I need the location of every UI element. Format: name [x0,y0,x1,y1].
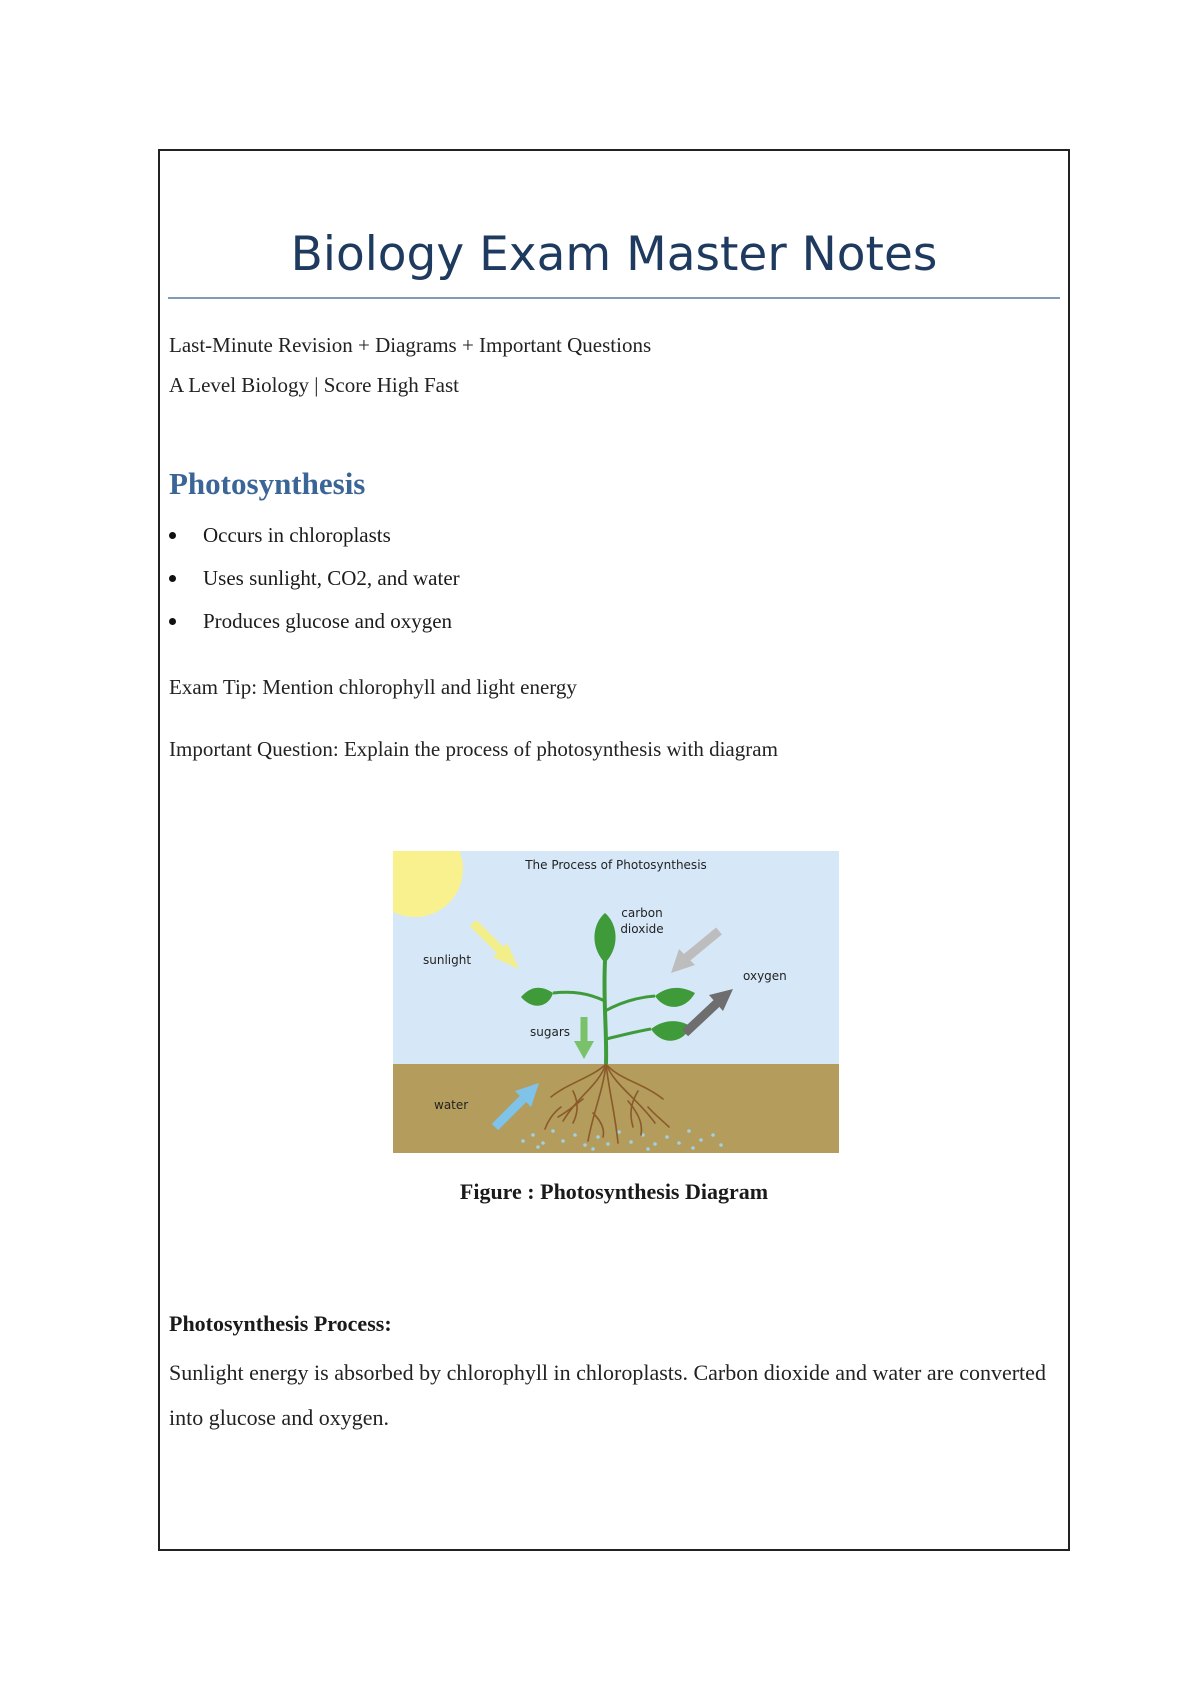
bullet-text: Occurs in chloroplasts [203,523,391,547]
label-sunlight: sunlight [423,953,472,967]
bullet-item [169,609,460,652]
label-oxygen: oxygen [743,969,787,983]
label-carbon: carbon [621,906,663,920]
subtitle-revision: Last-Minute Revision + Diagrams + Important Questions [169,333,652,357]
photosynthesis-diagram [393,851,839,1153]
label-water: water [434,1098,469,1112]
bullet-item [169,566,460,609]
exam-tip: Exam Tip: Mention chlorophyll and light energy [169,675,577,699]
process-heading: Photosynthesis Process: [169,1311,392,1336]
plant-stem [604,961,606,1064]
figure-caption: Figure : Photosynthesis Diagram [459,1179,769,1204]
bullet-dot-icon [169,532,176,539]
process-body: Sunlight energy is absorbed by chlorophyll in chloroplasts. Carbon dioxide and water are converted into glucose and oxygen. [169,1360,1046,1430]
figure-inner-title: The Process of Photosynthesis [525,858,707,872]
bullet-dot-icon [169,575,176,582]
label-dioxide: dioxide [620,922,664,936]
section-heading-photosynthesis: Photosynthesis [169,466,366,501]
bullet-text: Produces glucose and oxygen [203,609,453,633]
label-sugars: sugars [530,1025,571,1039]
page-frame [158,149,1070,1551]
important-question: Important Question: Explain the process of photosynthesis with diagram [169,737,778,761]
title-underline [168,297,1060,299]
photosynthesis-bullet-list [169,523,460,652]
bullet-text: Uses sunlight, CO2, and water [203,566,460,590]
bullet-dot-icon [169,618,176,625]
document-title: Biology Exam Master Notes [290,227,938,282]
subtitle-level: A Level Biology | Score High Fast [169,373,460,397]
bullet-item [169,523,460,566]
photosynthesis-diagram-svg [393,851,839,1153]
